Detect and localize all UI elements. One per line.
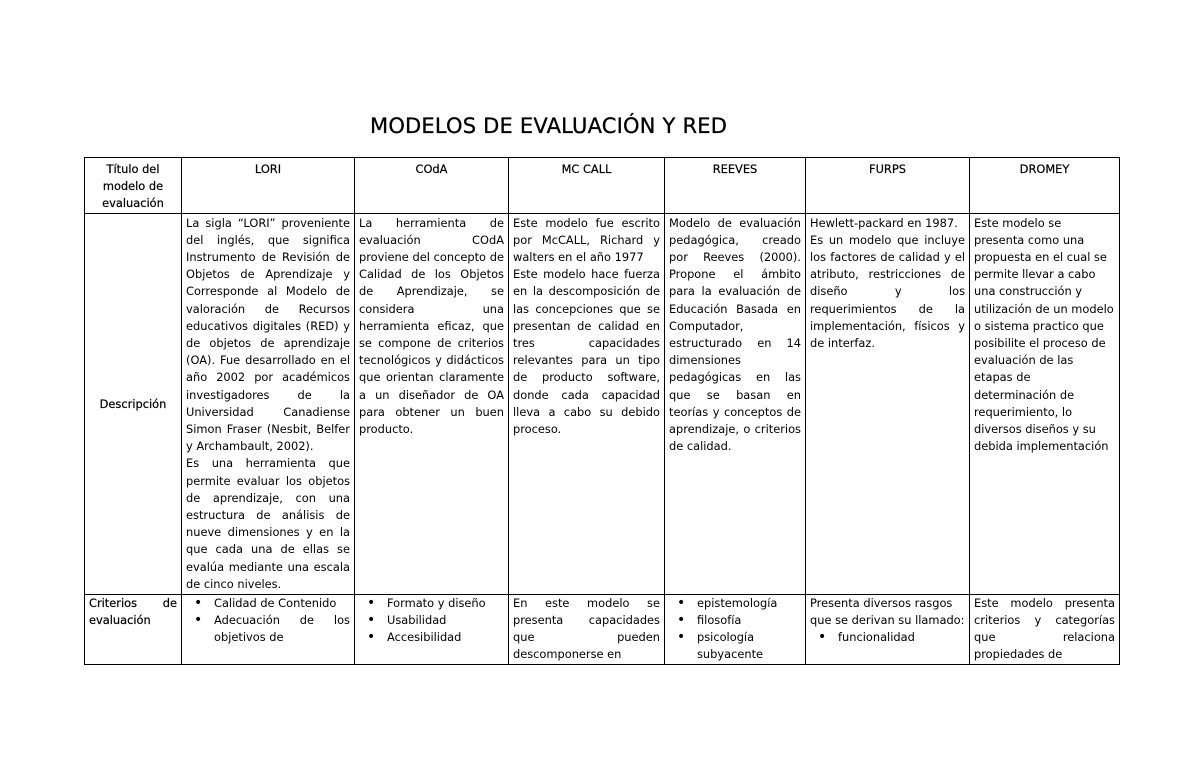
cell-lori-description xyxy=(182,213,355,594)
header-model-title: Título del modelo de evaluación xyxy=(85,158,182,214)
cell-dromey-criteria xyxy=(970,594,1120,664)
criteria-label-word3: evaluación xyxy=(89,612,151,627)
dromey-criteria: Este modelo presenta criterios y categorías que relaciona propiedades de xyxy=(974,595,1115,662)
reeves-description: Modelo de evaluación pedagógica, creado por Reeves (2000). Propone el ámbito para la evaluación de Educación Basada en Computador, estructurado en 14 dimensiones pedagógicas en las que se basan en teorías y conceptos de aprendizaje, o criterios de calidad. xyxy=(669,215,801,454)
mccall-criteria: En este modelo se presenta capacidades que pueden descomponerse en xyxy=(513,595,660,662)
cell-coda-criteria xyxy=(355,594,509,664)
description-row xyxy=(85,213,1120,594)
row-label-criteria xyxy=(85,594,182,664)
criteria-label-word2: de xyxy=(162,595,177,610)
list-item: • Adecuación de los objetivos de xyxy=(186,612,350,646)
row-label-description: Descripción xyxy=(85,213,182,594)
list-item: • Formato y diseño xyxy=(359,595,504,612)
list-item: • filosofía xyxy=(669,612,801,629)
lori-description-p2: Es una herramienta que permite evaluar los objetos de aprendizaje, con una estructura de análisis de nueve dimensiones y en la que cada una de ellas se evalúa mediante una escala de cinco niveles. xyxy=(186,456,350,591)
furps-description-p1: Hewlett-packard en 1987. xyxy=(810,215,958,230)
list-item: • psicología subyacente xyxy=(669,629,801,663)
list-item: • Usabilidad xyxy=(359,612,504,629)
furps-description-p2: Es un modelo que incluye los factores de calidad y el atributo, restricciones de diseño y los requerimientos de la implementación, físicos y de interfaz. xyxy=(810,232,965,351)
cell-reeves-criteria xyxy=(665,594,806,664)
header-reeves: REEVES xyxy=(665,158,806,214)
header-furps: FURPS xyxy=(806,158,970,214)
cell-mccall-criteria xyxy=(509,594,665,664)
list-item: • funcionalidad xyxy=(810,629,965,646)
header-dromey: DROMEY xyxy=(970,158,1120,214)
mccall-description-p2: Este modelo hace fuerza en la descomposición de las concepciones que se presentan de calidad en tres capacidades relevantes para un tipo de producto software, donde cada capacidad lleva a cabo su debido proceso. xyxy=(513,267,660,437)
criteria-label-word1: Criterios xyxy=(89,595,138,610)
lori-description-p1: La sigla “LORI” proveniente del inglés, que significa Instrumento de Revisión de Objetos de Aprendizaje y Corresponde al Modelo de valoración de Recursos educativos digitales (RED) y de objetos de aprendizaje (OA). Fue desarrollado en el año 2002 por académicos investigadores de la Universidad Canadiense Simon Fraser (Nesbit, Belfer y Archambault, 2002). xyxy=(186,215,350,454)
list-item: • epistemología xyxy=(669,595,801,612)
page-title: MODELOS DE EVALUACIÓN Y RED xyxy=(370,114,728,138)
mccall-description-p1: Este modelo fue escrito por McCALL, Richard y walters en el año 1977 xyxy=(513,215,660,265)
cell-reeves-description xyxy=(665,213,806,594)
list-item: • Accesibilidad xyxy=(359,629,504,646)
cell-furps-criteria xyxy=(806,594,970,664)
header-lori: LORI xyxy=(182,158,355,214)
furps-criteria-intro: Presenta diversos rasgos que se derivan su llamado: xyxy=(810,595,965,627)
cell-furps-description xyxy=(806,213,970,594)
cell-mccall-description xyxy=(509,213,665,594)
cell-dromey-description xyxy=(970,213,1120,594)
header-row xyxy=(85,158,1120,214)
evaluation-models-table xyxy=(84,157,1120,665)
header-coda: COdA xyxy=(355,158,509,214)
coda-description: La herramienta de evaluación COdA proviene del concepto de Calidad de los Objetos de Aprendizaje, se considera una herramienta eficaz, que se compone de criterios tecnológicos y didácticos que orientan claramente a un diseñador de OA para obtener un buen producto. xyxy=(359,215,504,437)
header-mccall: MC CALL xyxy=(509,158,665,214)
criteria-row xyxy=(85,594,1120,664)
cell-coda-description xyxy=(355,213,509,594)
list-item: • Calidad de Contenido xyxy=(186,595,350,612)
dromey-description: Este modelo se presenta como una propuesta en el cual se permite llevar a cabo una construcción y utilización de un modelo o sistema practico que posibilite el proceso de evaluación de las etapas de determinación de requerimiento, lo diversos diseños y su debida implementación xyxy=(974,215,1114,454)
cell-lori-criteria xyxy=(182,594,355,664)
